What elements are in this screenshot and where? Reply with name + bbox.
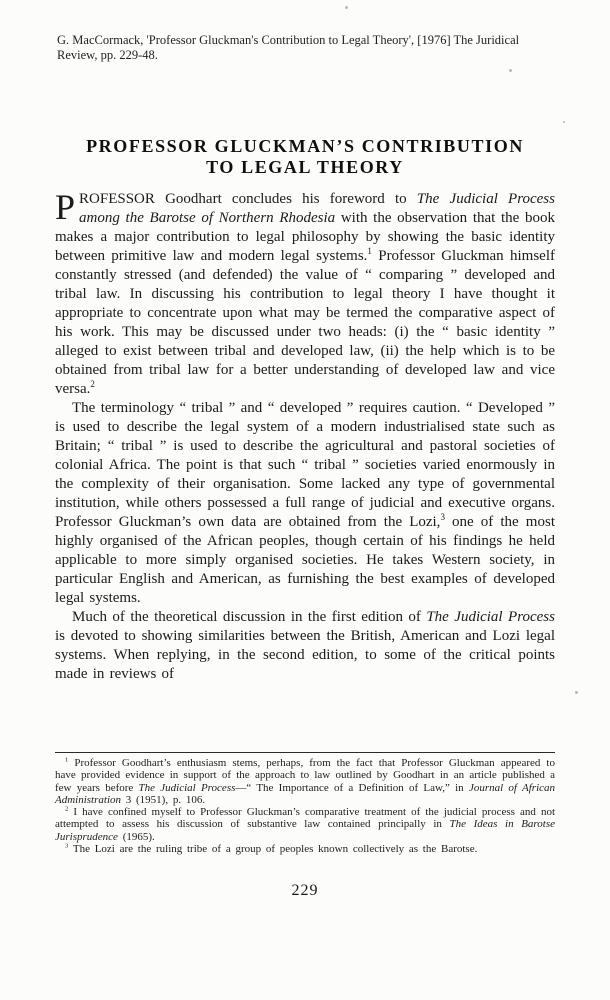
- citation-line-2: Review, pp. 229-48.: [57, 48, 158, 62]
- footnote-marker: 3: [440, 512, 445, 522]
- body-paragraph: [55, 608, 555, 684]
- text-run: Much of the theoretical discussion in the first edition of: [72, 609, 427, 625]
- text-run: The Judicial Process: [426, 609, 555, 625]
- text-run: The Judicial Process: [138, 781, 236, 794]
- text-run: is devoted to showing similarities between the British, American and Lozi legal systems. When replying, in the second edition, to some of the critical points made in reviews of: [55, 628, 555, 682]
- article-title-line-1: PROFESSOR GLUCKMAN’S CONTRIBUTION: [86, 136, 524, 156]
- text-run: The Ideas in Barotse Jurisprudence: [55, 818, 556, 843]
- text-run: The terminology “ tribal ” and “ developed ” requires caution. “ Developed ” is used to describe the legal system of a modern industrialised state such as Britain; “ tribal ” is used to describe the agricultural and pastoral societies of colonial Africa. The point is that such “ tribal ” societies varied enormously in the complexity of their organisation. Some lacked any type of governmental institution, while others possessed a full range of judicial and executive organs. Professor Gluckman’s own data are obtained from the Lozi,: [55, 400, 555, 530]
- footnote-marker: 3: [65, 842, 69, 850]
- footnote: [55, 806, 555, 843]
- scan-speck: [509, 69, 512, 72]
- text-run: Professor Goodhart’s enthusiasm stems, perhaps, from the fact that Professor Gluckman appeared to have provided evidence in support of the approach to law outlined by Goodhart in an article published a few years before: [55, 757, 555, 794]
- text-run: Professor Gluckman himself constantly stressed (and defended) the value of “ comparing ” developed and tribal law. In discussing his contribution to legal theory I have thought it appropriate to concentrate upon what may be termed the comparative aspect of his work. This may be discussed under two heads: (i) the “ basic identity ” alleged to exist between tribal and developed law, (ii) the help which is to be obtained from tribal law for a better understanding of developed law and vice versa.: [55, 248, 555, 397]
- text-run: ROFESSOR Goodhart concludes his foreword to: [79, 191, 417, 207]
- dropcap-letter: P: [55, 187, 76, 227]
- text-run: I have confined myself to Professor Gluckman’s comparative treatment of the judicial process and not attempted to assess his discussion of substantive law contained principally in: [55, 806, 555, 831]
- article-title-line-2: TO LEGAL THEORY: [206, 157, 404, 177]
- text-run: The Judicial Process among the Barotse of Northern Rhodesia: [79, 191, 555, 226]
- article-title: [0, 136, 610, 178]
- footnotes-block: [55, 757, 555, 855]
- body-paragraph: [55, 399, 555, 608]
- body-paragraph: [55, 187, 556, 399]
- article-body: [55, 187, 556, 684]
- footnote-marker: 2: [65, 805, 69, 813]
- text-run: (1965).: [117, 830, 155, 843]
- text-run: one of the most highly organised of the African peoples, though certain of his findings he held applicable to more simply organised societies. He takes Western society, in particular English and American, as furnishing the best examples of developed legal systems.: [55, 514, 555, 606]
- text-run: 3 (1951), p. 106.: [121, 793, 206, 806]
- scan-speck: [563, 121, 565, 123]
- citation-line-1: G. MacCormack, 'Professor Gluckman's Contribution to Legal Theory', [1976] The Juridical: [57, 33, 520, 47]
- text-run: —“ The Importance of a Definition of Law,” in: [235, 781, 469, 794]
- page-number: 229: [291, 882, 319, 899]
- text-run: Journal of African Administration: [55, 781, 556, 806]
- footnote-separator-rule: [55, 752, 555, 753]
- footnote-marker: 2: [90, 379, 95, 389]
- scan-speck: [345, 6, 348, 9]
- text-run: with the observation that the book makes a major contribution to legal philosophy by showing the basic identity between primitive law and modern legal systems.: [55, 210, 556, 264]
- citation-header: [57, 33, 552, 63]
- footnote: [55, 843, 555, 855]
- footnote-marker: 1: [65, 756, 69, 764]
- footnote: [55, 757, 555, 806]
- scan-speck: [575, 691, 578, 694]
- text-run: The Lozi are the ruling tribe of a group of peoples known collectively as the Barotse.: [68, 843, 478, 856]
- footnote-marker: 1: [367, 246, 372, 256]
